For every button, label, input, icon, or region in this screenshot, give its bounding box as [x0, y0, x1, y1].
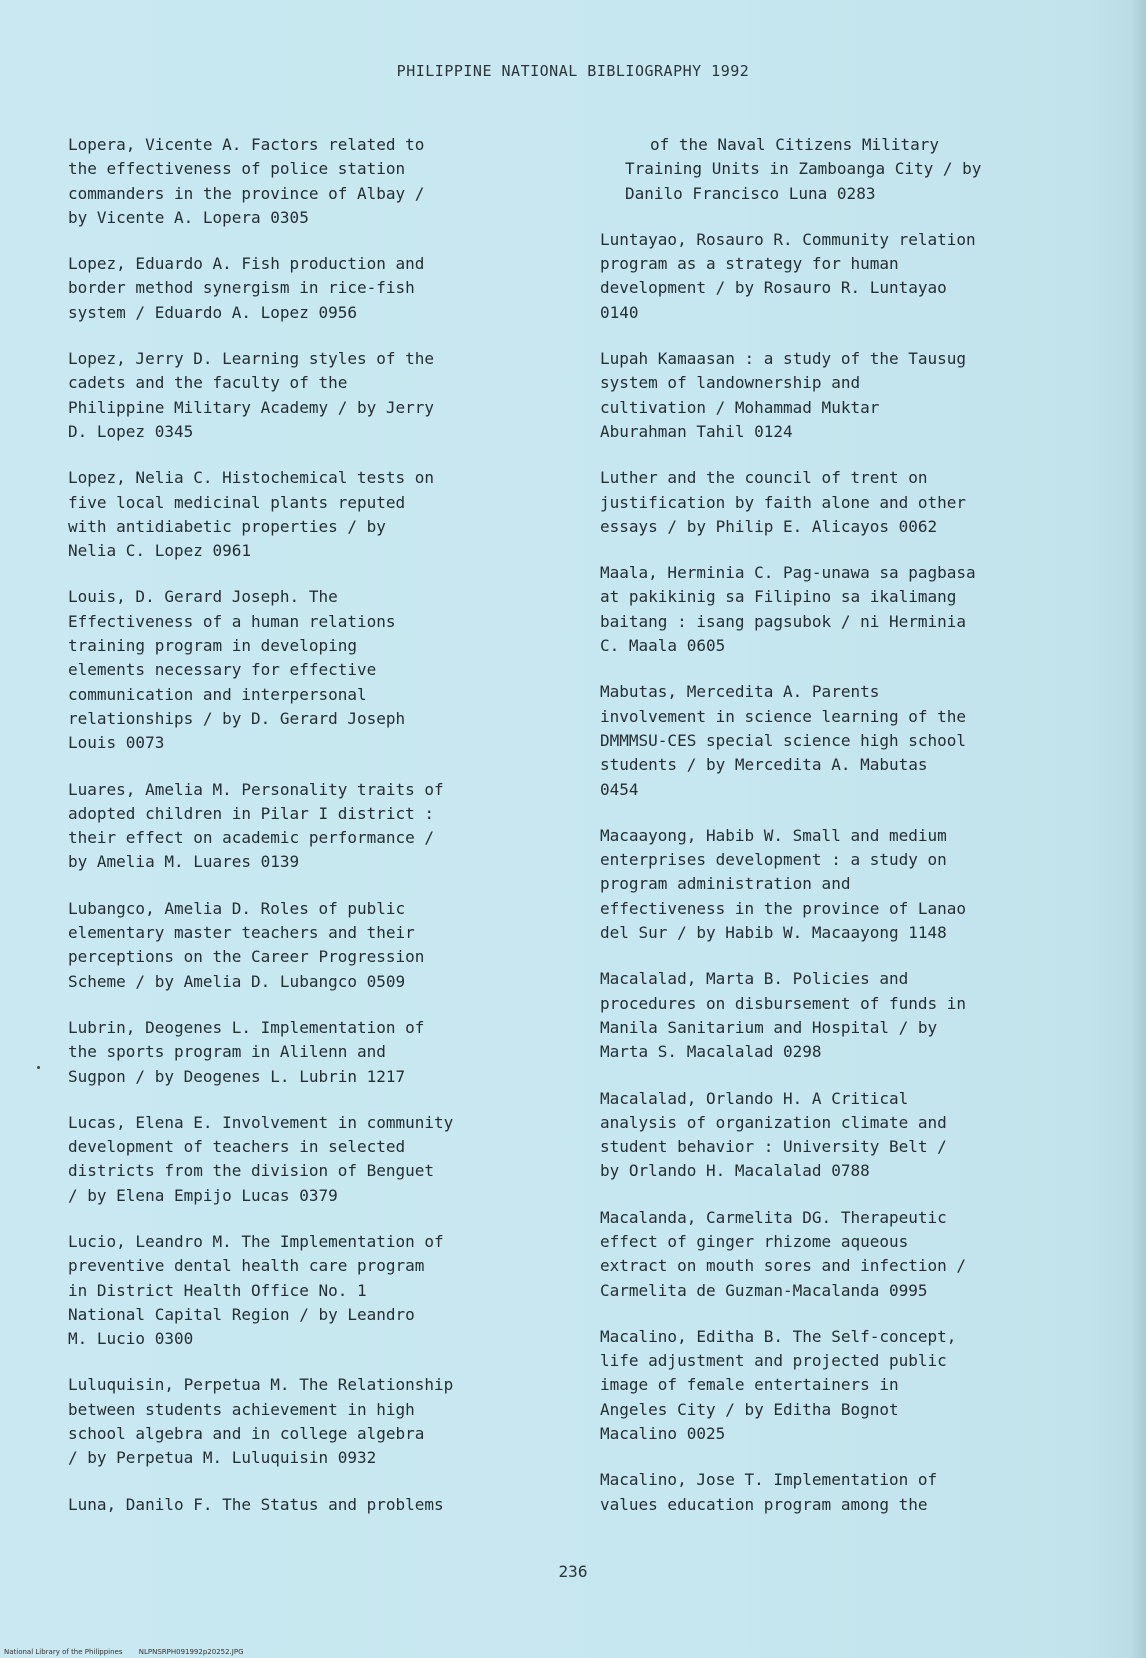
- bibliography-entry: [600, 1468, 1100, 1517]
- bibliography-entry: [600, 824, 1100, 945]
- entry-line: districts from the division of Benguet: [68, 1161, 435, 1181]
- entry-line: Luares, Amelia M. Personality traits of: [68, 779, 444, 799]
- bibliography-entry: [600, 561, 1100, 658]
- bibliography-entry: [68, 466, 568, 563]
- entry-line: elements necessary for effective: [68, 660, 377, 680]
- entry-line: with antidiabetic properties / by: [68, 516, 386, 536]
- entry-line: Macalalad, Orlando H. A Critical: [600, 1088, 909, 1108]
- entry-line: M. Lucio 0300: [68, 1329, 194, 1349]
- bibliography-entry: [68, 1111, 568, 1208]
- entry-line: Macalalad, Marta B. Policies and: [600, 969, 909, 989]
- entry-line: enterprises development : a study on: [600, 850, 947, 870]
- bibliography-entry: [68, 1230, 568, 1351]
- entry-line: Lubrin, Deogenes L. Implementation of: [68, 1017, 425, 1037]
- entry-line: del Sur / by Habib W. Macaayong 1148: [600, 923, 947, 943]
- entry-line: student behavior : University Belt /: [600, 1137, 947, 1157]
- left-column: [68, 133, 568, 1539]
- bibliography-entry: [68, 1016, 568, 1089]
- entry-line: five local medicinal plants reputed: [68, 492, 406, 512]
- entry-line: Macalino, Jose T. Implementation of: [600, 1470, 938, 1490]
- bibliography-entry: [68, 347, 568, 444]
- bibliography-entry: [600, 1087, 1100, 1184]
- entry-line: Lucas, Elena E. Involvement in community: [68, 1112, 454, 1132]
- page-number: 236: [558, 1562, 588, 1581]
- bibliography-entry: [600, 466, 1100, 539]
- entry-line: Louis, D. Gerard Joseph. The: [68, 587, 338, 607]
- entry-line: cadets and the faculty of the: [68, 373, 348, 393]
- entry-line: Angeles City / by Editha Bognot: [600, 1399, 899, 1419]
- entry-line: the sports program in Alilenn and: [68, 1042, 386, 1062]
- entry-line: DMMMSU-CES special science high school: [600, 730, 967, 750]
- entry-line: Luther and the council of trent on: [600, 468, 928, 488]
- entry-line: between students achievement in high: [68, 1399, 415, 1419]
- entry-line: commanders in the province of Albay /: [68, 183, 425, 203]
- entry-line: Lucio, Leandro M. The Implementation of: [68, 1231, 444, 1251]
- entry-line: their effect on academic performance /: [68, 828, 435, 848]
- entry-line: Marta S. Macalalad 0298: [600, 1042, 822, 1062]
- entry-line: Lopez, Nelia C. Histochemical tests on: [68, 468, 435, 488]
- bibliography-entry: [600, 1325, 1100, 1446]
- entry-line: at pakikinig sa Filipino sa ikalimang: [600, 587, 957, 607]
- entry-line: life adjustment and projected public: [600, 1351, 947, 1371]
- entry-line: Macalino 0025: [600, 1424, 726, 1444]
- entry-line: elementary master teachers and their: [68, 923, 415, 943]
- entry-line: 0140: [600, 302, 639, 322]
- entry-line: Training Units in Zamboanga City / by: [625, 159, 982, 179]
- entry-line: Lupah Kamaasan : a study of the Tausug: [600, 349, 967, 369]
- entry-line: preventive dental health care program: [68, 1256, 425, 1276]
- entry-line: school algebra and in college algebra: [68, 1424, 425, 1444]
- entry-line: Luntayao, Rosauro R. Community relation: [600, 229, 976, 249]
- entry-line: communication and interpersonal: [68, 684, 367, 704]
- entry-line: program as a strategy for human: [600, 254, 899, 274]
- entry-line: training program in developing: [68, 636, 357, 656]
- entry-line: Mabutas, Mercedita A. Parents: [600, 682, 880, 702]
- entry-line: development of teachers in selected: [68, 1137, 406, 1157]
- entry-line: by Orlando H. Macalalad 0788: [600, 1161, 870, 1181]
- entry-line: procedures on disbursement of funds in: [600, 993, 967, 1013]
- entry-line: students / by Mercedita A. Mabutas: [600, 755, 928, 775]
- scan-speck: [37, 1066, 40, 1069]
- entry-line: in District Health Office No. 1: [68, 1280, 367, 1300]
- entry-line: image of female entertainers in: [600, 1375, 899, 1395]
- entry-line: effect of ginger rhizome aqueous: [600, 1231, 909, 1251]
- entry-line: Luna, Danilo F. The Status and problems: [68, 1494, 444, 1514]
- entry-line: Philippine Military Academy / by Jerry: [68, 397, 435, 417]
- entry-line: adopted children in Pilar I district :: [68, 803, 435, 823]
- entry-line: Nelia C. Lopez 0961: [68, 541, 252, 561]
- entry-line: C. Maala 0605: [600, 636, 726, 656]
- entry-line: Lopez, Jerry D. Learning styles of the: [68, 349, 435, 369]
- bibliography-entry: [600, 1206, 1100, 1303]
- entry-line: Macaayong, Habib W. Small and medium: [600, 825, 947, 845]
- entry-line: 0454: [600, 779, 639, 799]
- entry-line: border method synergism in rice-fish: [68, 278, 415, 298]
- entry-line: Lopera, Vicente A. Factors related to: [68, 135, 425, 154]
- bibliography-entry: [68, 897, 568, 994]
- entry-line: / by Perpetua M. Luluquisin 0932: [68, 1448, 377, 1468]
- entry-line: cultivation / Mohammad Muktar: [600, 397, 880, 417]
- right-column: [600, 133, 1100, 1539]
- entry-line: / by Elena Empijo Lucas 0379: [68, 1185, 338, 1205]
- bibliography-entry: [68, 1493, 568, 1517]
- footer-file: NLPNSRPH091992p20252.JPG: [138, 1648, 244, 1656]
- entry-line: Carmelita de Guzman-Macalanda 0995: [600, 1280, 928, 1300]
- bibliography-entry: [600, 967, 1100, 1064]
- entry-line: Lopez, Eduardo A. Fish production and: [68, 254, 425, 274]
- bibliography-entry: [68, 778, 568, 875]
- entry-line: Macalino, Editha B. The Self-concept,: [600, 1326, 957, 1346]
- bibliography-entry: [68, 1373, 568, 1470]
- entry-line: D. Lopez 0345: [68, 421, 194, 441]
- page-edge-shadow: [1132, 0, 1146, 1658]
- entry-line: system / Eduardo A. Lopez 0956: [68, 302, 357, 322]
- entry-line: analysis of organization climate and: [600, 1112, 947, 1132]
- entry-line: justification by faith alone and other: [600, 492, 967, 512]
- entry-line: Maala, Herminia C. Pag-unawa sa pagbasa: [600, 563, 976, 583]
- entry-line: Scheme / by Amelia D. Lubangco 0509: [68, 971, 406, 991]
- entry-line: involvement in science learning of the: [600, 706, 967, 726]
- entry-line: effectiveness in the province of Lanao: [600, 898, 967, 918]
- entry-line: National Capital Region / by Leandro: [68, 1304, 415, 1324]
- footer-library: National Library of the Philippines: [4, 1648, 123, 1656]
- bibliography-entry: [68, 133, 568, 230]
- page-header: PHILIPPINE NATIONAL BIBLIOGRAPHY 1992: [396, 62, 750, 80]
- entry-line: Manila Sanitarium and Hospital / by: [600, 1017, 938, 1037]
- entry-line: of the Naval Citizens Military: [650, 135, 939, 154]
- entry-line: program administration and: [600, 874, 851, 894]
- entry-line: Macalanda, Carmelita DG. Therapeutic: [600, 1207, 947, 1227]
- entry-line: the effectiveness of police station: [68, 159, 406, 179]
- bibliography-entry: [68, 252, 568, 325]
- entry-line: Luluquisin, Perpetua M. The Relationship: [68, 1375, 454, 1395]
- entry-line: essays / by Philip E. Alicayos 0062: [600, 516, 938, 536]
- entry-line: extract on mouth sores and infection /: [600, 1256, 967, 1276]
- entry-line: Lubangco, Amelia D. Roles of public: [68, 898, 406, 918]
- entry-line: Sugpon / by Deogenes L. Lubrin 1217: [68, 1066, 406, 1086]
- entry-line: perceptions on the Career Progression: [68, 947, 425, 967]
- entry-line: baitang : isang pagsubok / ni Herminia: [600, 611, 967, 631]
- bibliography-entry: [600, 347, 1100, 444]
- entry-line: Danilo Francisco Luna 0283: [625, 183, 876, 203]
- bibliography-entry: [600, 228, 1100, 325]
- entry-line: Effectiveness of a human relations: [68, 611, 396, 631]
- entry-line: values education program among the: [600, 1494, 928, 1514]
- entry-line: by Amelia M. Luares 0139: [68, 852, 300, 872]
- bibliography-entry: [600, 133, 1100, 206]
- entry-line: relationships / by D. Gerard Joseph: [68, 708, 406, 728]
- entry-line: by Vicente A. Lopera 0305: [68, 207, 309, 227]
- bibliography-entry: [600, 680, 1100, 801]
- entry-line: system of landownership and: [600, 373, 861, 393]
- scan-footer: [4, 1648, 244, 1656]
- bibliography-entry: [68, 585, 568, 755]
- entry-line: Louis 0073: [68, 733, 165, 753]
- entry-line: Aburahman Tahil 0124: [600, 421, 793, 441]
- entry-line: development / by Rosauro R. Luntayao: [600, 278, 947, 298]
